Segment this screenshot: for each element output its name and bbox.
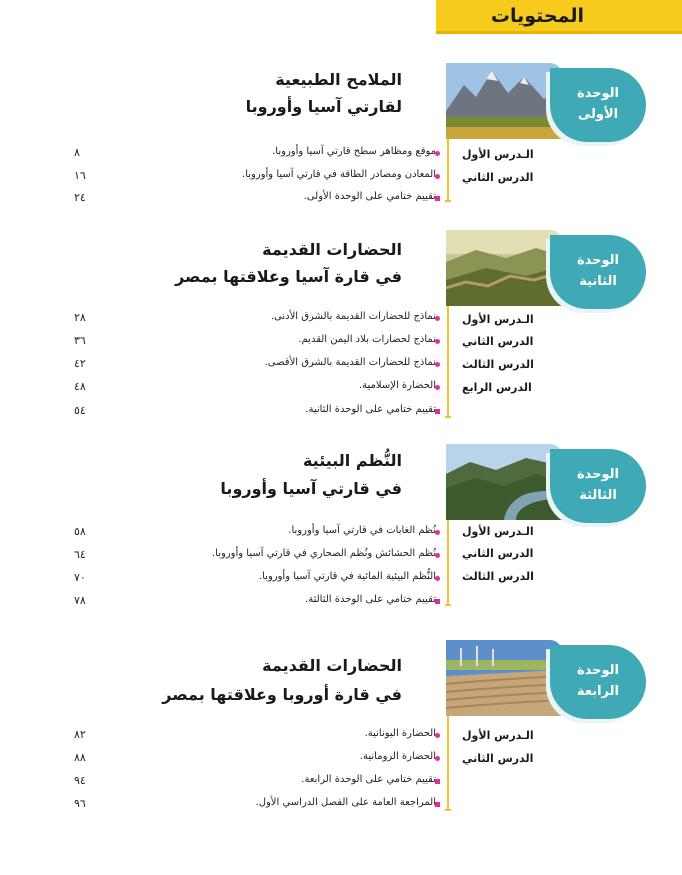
unit-1-item-1[interactable]: موقع ومظاهر سطح قارتي آسيا وأوروبا. [272, 146, 436, 157]
unit-2-badge-line1: الوحدة [576, 253, 620, 268]
unit-3-item-1-page: ٥٨ [74, 525, 86, 538]
unit-4-item-4[interactable]: المراجعة العامة على الفصل الدراسي الأول. [255, 797, 436, 808]
unit-3-photo [446, 444, 562, 520]
unit-2-item-2-page: ٣٦ [74, 334, 86, 347]
unit-3-lesson-3[interactable]: الدرس الثالث [462, 570, 534, 583]
unit-3-title-line1: النُّظم البيئية [302, 451, 402, 470]
unit-2-photo [446, 230, 562, 306]
unit-3-badge [550, 449, 646, 523]
unit-2-lesson-line [447, 306, 449, 417]
unit-3-lesson-line [447, 520, 449, 605]
unit-1-lesson-2[interactable]: الدرس الثاني [462, 171, 534, 184]
unit-2-badge-line2: الثانية [579, 274, 617, 289]
unit-1-title-line1: الملامح الطبيعية [275, 70, 402, 89]
unit-4-badge [550, 645, 646, 719]
unit-1-item-3[interactable]: تقييم ختامي على الوحدة الأولى. [303, 191, 436, 202]
unit-4-lesson-2[interactable]: الدرس الثاني [462, 752, 534, 765]
unit-3-item-3[interactable]: النُّظم البيئية المائية في قارتي آسيا وأوروبا. [258, 571, 436, 582]
unit-1-badge-line1: الوحدة [576, 86, 620, 101]
unit-4-item-1[interactable]: الحضارة اليونانية. [364, 728, 436, 739]
unit-4-item-4-page: ٩٦ [74, 797, 86, 810]
unit-4-photo [446, 640, 562, 716]
unit-4-item-2[interactable]: الحضارة الرومانية. [359, 751, 436, 762]
unit-3-title-line2: في قارتي آسيا وأوروبا [220, 479, 402, 498]
unit-2-item-2[interactable]: نماذج لحضارات بلاد اليمن القديم. [298, 334, 436, 345]
unit-3-badge-line1: الوحدة [576, 467, 620, 482]
unit-3-item-1[interactable]: نُظم الغابات في قارتي آسيا وأوروبا. [288, 525, 436, 536]
unit-4-badge-line2: الرابعة [577, 684, 619, 699]
unit-3-badge-line2: الثالثة [579, 488, 617, 503]
unit-2-item-1[interactable]: نماذج للحضارات القديمة بالشرق الأدنى. [270, 311, 436, 322]
unit-2-item-3[interactable]: نماذج للحضارات القديمة بالشرق الأقصى. [264, 357, 436, 368]
unit-3-item-3-page: ٧٠ [74, 571, 86, 584]
unit-2-item-4[interactable]: الحضارة الإسلامية. [359, 380, 436, 391]
unit-2-item-5-page: ٥٤ [74, 404, 86, 417]
unit-1-lesson-1[interactable]: الـدرس الأول [462, 148, 534, 161]
unit-3-lesson-1[interactable]: الـدرس الأول [462, 525, 534, 538]
unit-3-item-4-page: ٧٨ [74, 594, 86, 607]
unit-1-item-1-page: ٨ [74, 146, 80, 159]
unit-1-photo [446, 63, 562, 139]
unit-4-item-3-page: ٩٤ [74, 774, 86, 787]
unit-2-item-5[interactable]: تقييم ختامي على الوحدة الثانية. [305, 404, 436, 415]
unit-2-item-4-page: ٤٨ [74, 380, 86, 393]
unit-2-lesson-2[interactable]: الدرس الثاني [462, 335, 534, 348]
unit-2-item-3-page: ٤٢ [74, 357, 86, 370]
unit-2-item-1-page: ٢٨ [74, 311, 86, 324]
unit-2-lesson-4[interactable]: الدرس الرابع [462, 381, 532, 394]
unit-1-item-2-page: ١٦ [74, 169, 86, 182]
unit-4-item-3[interactable]: تقييم ختامي على الوحدة الرابعة. [301, 774, 436, 785]
unit-4-item-2-page: ٨٨ [74, 751, 86, 764]
unit-2-title-line2: في قارة آسيا وعلاقتها بمصر [175, 267, 402, 286]
unit-4-badge-line1: الوحدة [576, 663, 620, 678]
unit-4-item-1-page: ٨٢ [74, 728, 86, 741]
unit-3-item-2-page: ٦٤ [74, 548, 86, 561]
unit-2-lesson-3[interactable]: الدرس الثالث [462, 358, 534, 371]
unit-2-lesson-1[interactable]: الـدرس الأول [462, 313, 534, 326]
unit-4-lesson-1[interactable]: الـدرس الأول [462, 729, 534, 742]
contents-header [436, 0, 682, 34]
unit-4-lesson-line [447, 716, 449, 810]
unit-3-lesson-2[interactable]: الدرس الثاني [462, 547, 534, 560]
unit-1-badge-line2: الأولى [577, 107, 619, 122]
unit-1-badge [550, 68, 646, 142]
unit-1-lesson-line [447, 139, 449, 201]
unit-3-item-2[interactable]: نُظم الحشائش ونُظم الصحاري في قارتي آسيا وأوروبا. [211, 548, 436, 559]
unit-1-title-line2: لقارتي آسيا وأوروبا [245, 97, 402, 116]
unit-2-title-line1: الحضارات القديمة [262, 240, 402, 259]
contents-title: المحتويات [490, 5, 584, 27]
unit-4-title-line1: الحضارات القديمة [262, 656, 402, 675]
unit-2-badge [550, 235, 646, 309]
unit-1-item-2[interactable]: المعادن ومصادر الطاقة في قارتي آسيا وأوروبا. [242, 169, 436, 180]
unit-4-title-line2: في قارة أوروبا وعلاقتها بمصر [162, 685, 402, 704]
unit-3-item-4[interactable]: تقييم ختامي على الوحدة الثالثة. [305, 594, 436, 605]
unit-1-item-3-page: ٢٤ [74, 191, 86, 204]
